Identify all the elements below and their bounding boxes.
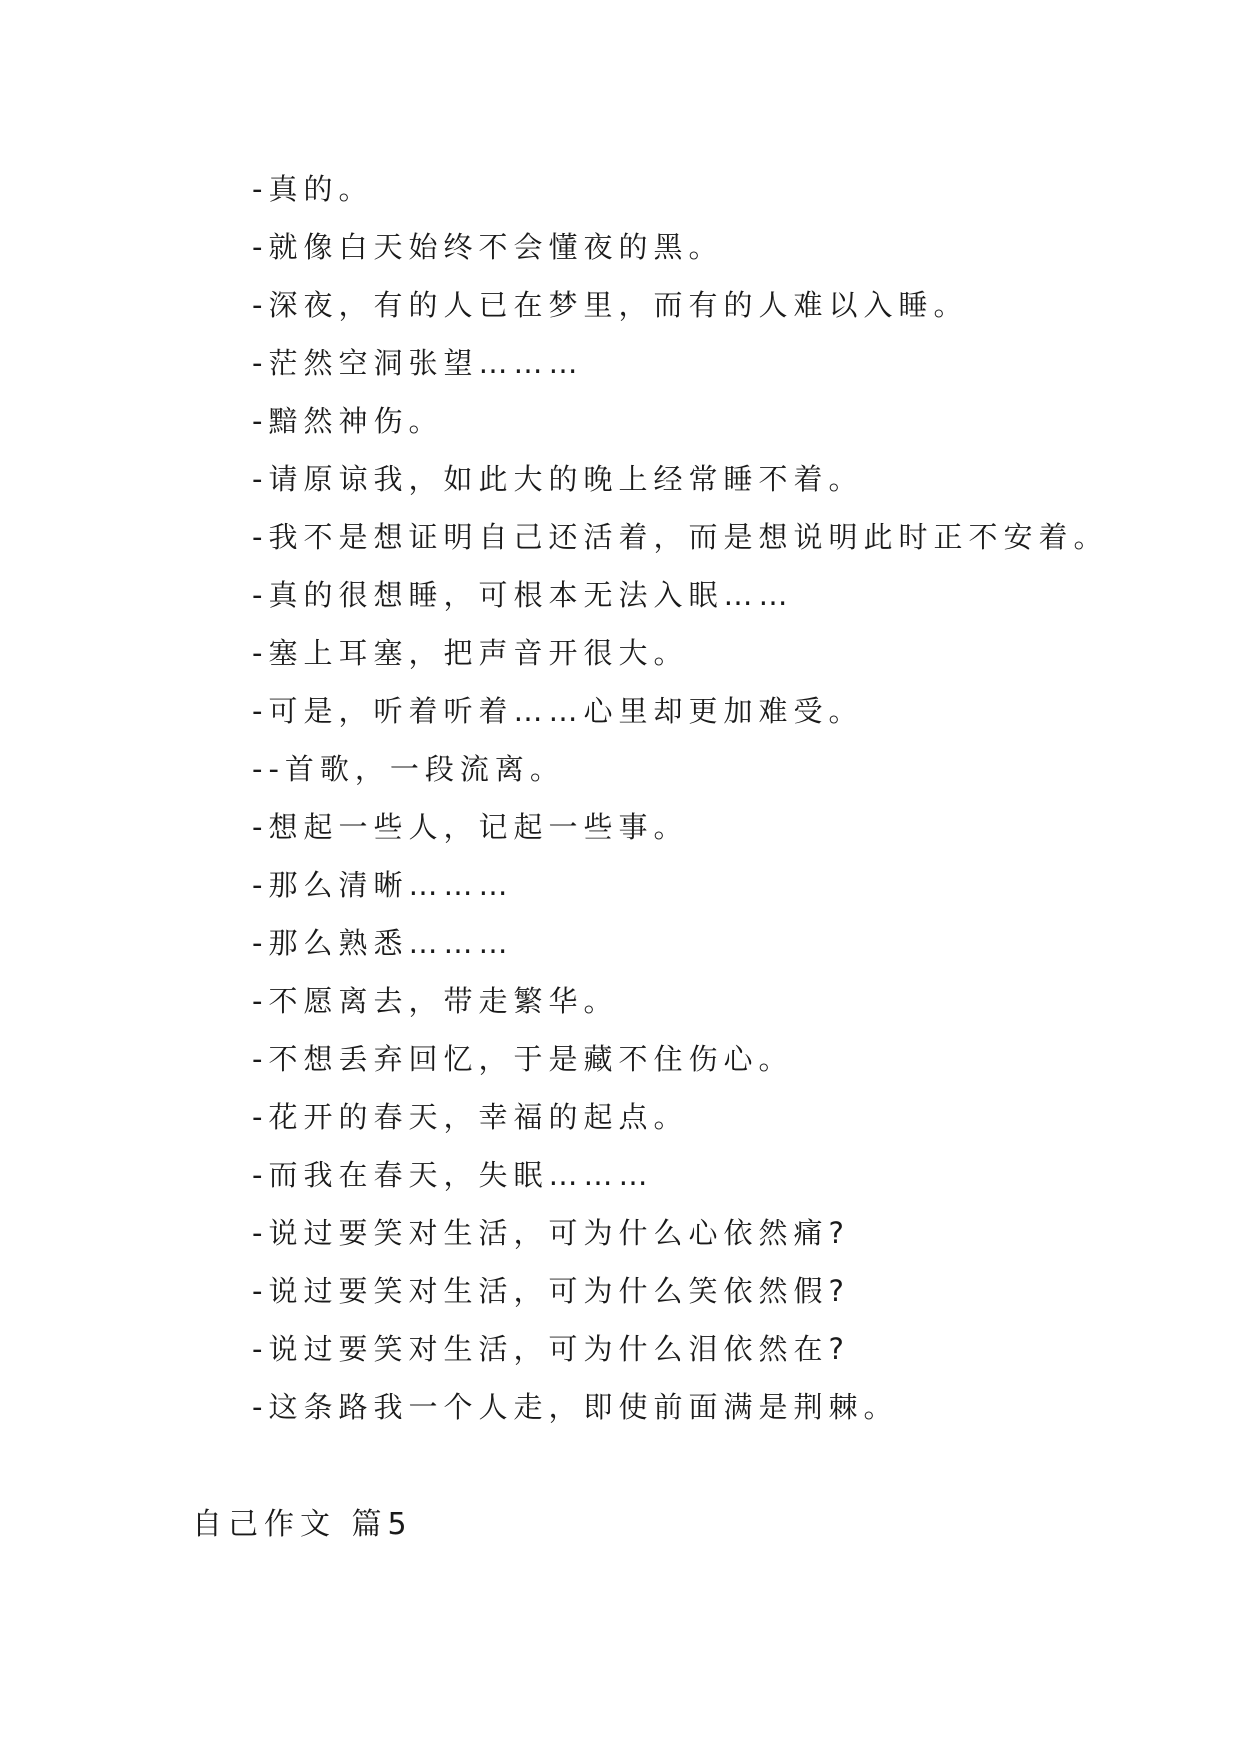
poem-line: -可是，听着听着……心里却更加难受。: [252, 694, 864, 728]
poem-line: -就像白天始终不会懂夜的黑。: [252, 230, 724, 264]
poem-line: -不愿离去，带走繁华。: [252, 984, 619, 1018]
poem-line: --首歌，一段流离。: [252, 752, 565, 786]
poem-line: -深夜，有的人已在梦里，而有的人难以入睡。: [252, 288, 969, 322]
poem-line: -真的很想睡，可根本无法入眠……: [252, 578, 794, 612]
poem-line: -塞上耳塞，把声音开很大。: [252, 636, 689, 670]
poem-line: -那么清晰………: [252, 868, 514, 902]
poem-line: -说过要笑对生活，可为什么笑依然假?: [252, 1274, 850, 1308]
poem-line: -花开的春天，幸福的起点。: [252, 1100, 689, 1134]
poem-line: -说过要笑对生活，可为什么心依然痛?: [252, 1216, 850, 1250]
poem-line: -我不是想证明自己还活着，而是想说明此时正不安着。: [252, 520, 1109, 554]
poem-line: -不想丢弃回忆，于是藏不住伤心。: [252, 1042, 794, 1076]
poem-line: -说过要笑对生活，可为什么泪依然在?: [252, 1332, 850, 1366]
poem-line: -真的。: [252, 172, 374, 206]
poem-line: -茫然空洞张望………: [252, 346, 584, 380]
poem-line: -而我在春天，失眠………: [252, 1158, 654, 1192]
poem-line: -想起一些人，记起一些事。: [252, 810, 689, 844]
poem-line: -那么熟悉………: [252, 926, 514, 960]
poem-line: -黯然神伤。: [252, 404, 444, 438]
section-heading: 自己作文 篇5: [192, 1507, 413, 1542]
poem-line: -请原谅我，如此大的晚上经常睡不着。: [252, 462, 864, 496]
poem-lines: [252, 160, 1108, 1436]
poem-line: -这条路我一个人走，即使前面满是荆棘。: [252, 1390, 899, 1424]
